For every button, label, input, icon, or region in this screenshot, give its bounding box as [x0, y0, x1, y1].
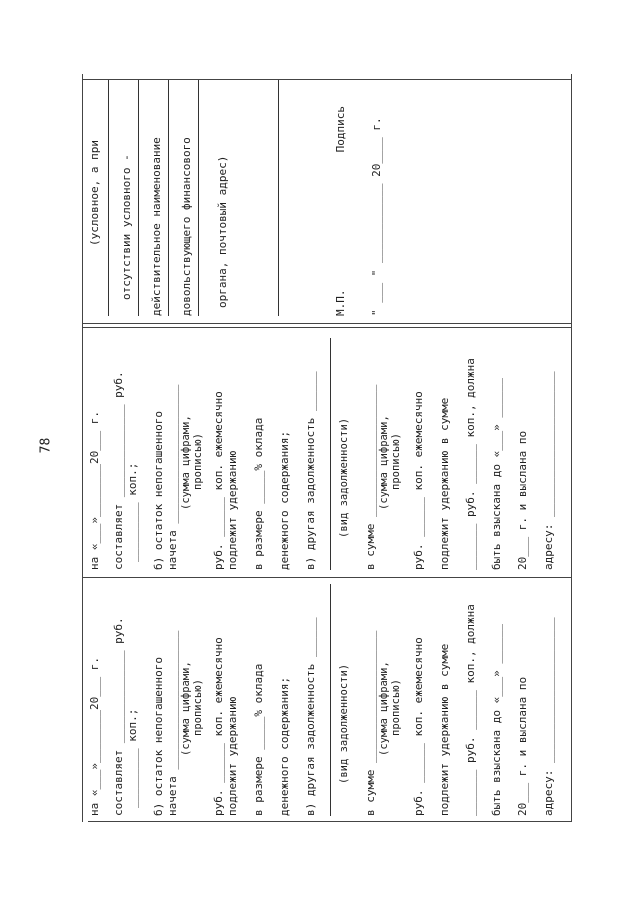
seal-signature-row: [334, 106, 347, 316]
column-divider-3: [82, 323, 572, 324]
column-copy-1: [82, 584, 572, 816]
other-debt-line: в) другая задолженность ______: [304, 617, 317, 816]
sum-line: в сумме ____________________: [364, 630, 377, 816]
absence-text: отсутствии условного -: [120, 154, 133, 300]
rate-line: в размере _____% оклада: [252, 663, 265, 816]
withhold-sum-line: подлежит удержанию в сумме: [438, 397, 451, 570]
rule-5: [278, 80, 279, 316]
date-line: на «___»________20___ г.: [88, 411, 101, 570]
other-debt-line: в) другая задолженность ______: [304, 371, 317, 570]
hint-sum-1: (сумма цифрами,: [180, 415, 192, 510]
signature-label: Подпись: [334, 106, 347, 153]
balance-line-1: б) остаток непогашенного: [152, 657, 165, 816]
salary-line: денежного содержания;: [278, 430, 291, 570]
rule-1: [108, 80, 109, 316]
date-line: на «___»________20___ г.: [88, 657, 101, 816]
withhold-line-1: подлежит удержанию: [226, 696, 239, 816]
column-finance-organ: [82, 80, 572, 316]
hint-sum-3: (сумма цифрами,: [378, 415, 390, 510]
withhold-sum-line: подлежит удержанию в сумме: [438, 643, 451, 816]
amount-line-2: _________ коп.;: [126, 462, 139, 562]
salary-line: денежного содержания;: [278, 676, 291, 816]
hint-sum-3: (сумма цифрами,: [378, 661, 390, 756]
sent-by-line: 20___ г. и выслана по: [516, 430, 529, 570]
balance-line-1: б) остаток непогашенного: [152, 411, 165, 570]
seal-label: М.П.: [334, 289, 347, 316]
actual-name-text: действительное наименование: [150, 137, 163, 316]
hint-sum-4: прописью): [390, 433, 402, 490]
hint-sum-4: прописью): [390, 679, 402, 736]
divider-line: [330, 584, 331, 816]
divider-line: [330, 338, 331, 570]
rule-2: [138, 80, 139, 316]
must-be-line: _______ руб. ______ коп., должна: [464, 358, 477, 570]
monthly-line-1: руб. ______ коп. ежемесячно: [212, 637, 225, 816]
monthly-line-1: руб. ______ коп. ежемесячно: [212, 391, 225, 570]
withhold-line-1: подлежит удержанию: [226, 450, 239, 570]
amount-line-1: составляет ______________ руб.: [112, 371, 125, 570]
rule-3: [168, 80, 169, 316]
must-be-line: _______ руб. ______ коп., должна: [464, 604, 477, 816]
sum-line: в сумме ____________________: [364, 384, 377, 570]
collected-line: быть взыскана до «___» ______: [490, 377, 503, 570]
address-line: адресу: ______________________: [542, 371, 555, 570]
monthly-line-2: руб. ______ коп. ежемесячно: [412, 391, 425, 570]
rule-4: [198, 80, 199, 316]
sent-by-line: 20___ г. и выслана по: [516, 676, 529, 816]
page-number: 78: [38, 437, 54, 454]
left-border: [88, 821, 572, 822]
right-border: [82, 79, 572, 80]
balance-line-2: начета _____________________: [166, 630, 179, 816]
debt-type-hint: (вид задолженности): [338, 417, 350, 538]
address-line: адресу: ______________________: [542, 617, 555, 816]
organ-text: органа, почтовый адрес): [216, 155, 229, 308]
column-copy-2: [82, 338, 572, 570]
column-divider-1: [82, 577, 572, 578]
collected-line: быть взыскана до «___» ______: [490, 623, 503, 816]
amount-line-2: _________ коп.;: [126, 708, 139, 808]
monthly-line-2: руб. ______ коп. ежемесячно: [412, 637, 425, 816]
column-divider-2: [82, 327, 572, 328]
hint-sum-2: прописью): [192, 679, 204, 736]
balance-line-2: начета _____________________: [166, 384, 179, 570]
hint-sum-1: (сумма цифрами,: [180, 661, 192, 756]
conditional-text: (условное, а при: [88, 140, 101, 246]
signature-date-line: " ___ " ____________ 20____ г.: [370, 117, 383, 316]
rotated-form: [82, 74, 572, 822]
debt-type-hint: (вид задолженности): [338, 663, 350, 784]
hint-sum-2: прописью): [192, 433, 204, 490]
allowance-text: довольствующего финансового: [180, 137, 193, 316]
bottom-edge-line: [571, 74, 572, 822]
rate-line: в размере _____% оклада: [252, 417, 265, 570]
amount-line-1: составляет ______________ руб.: [112, 617, 125, 816]
